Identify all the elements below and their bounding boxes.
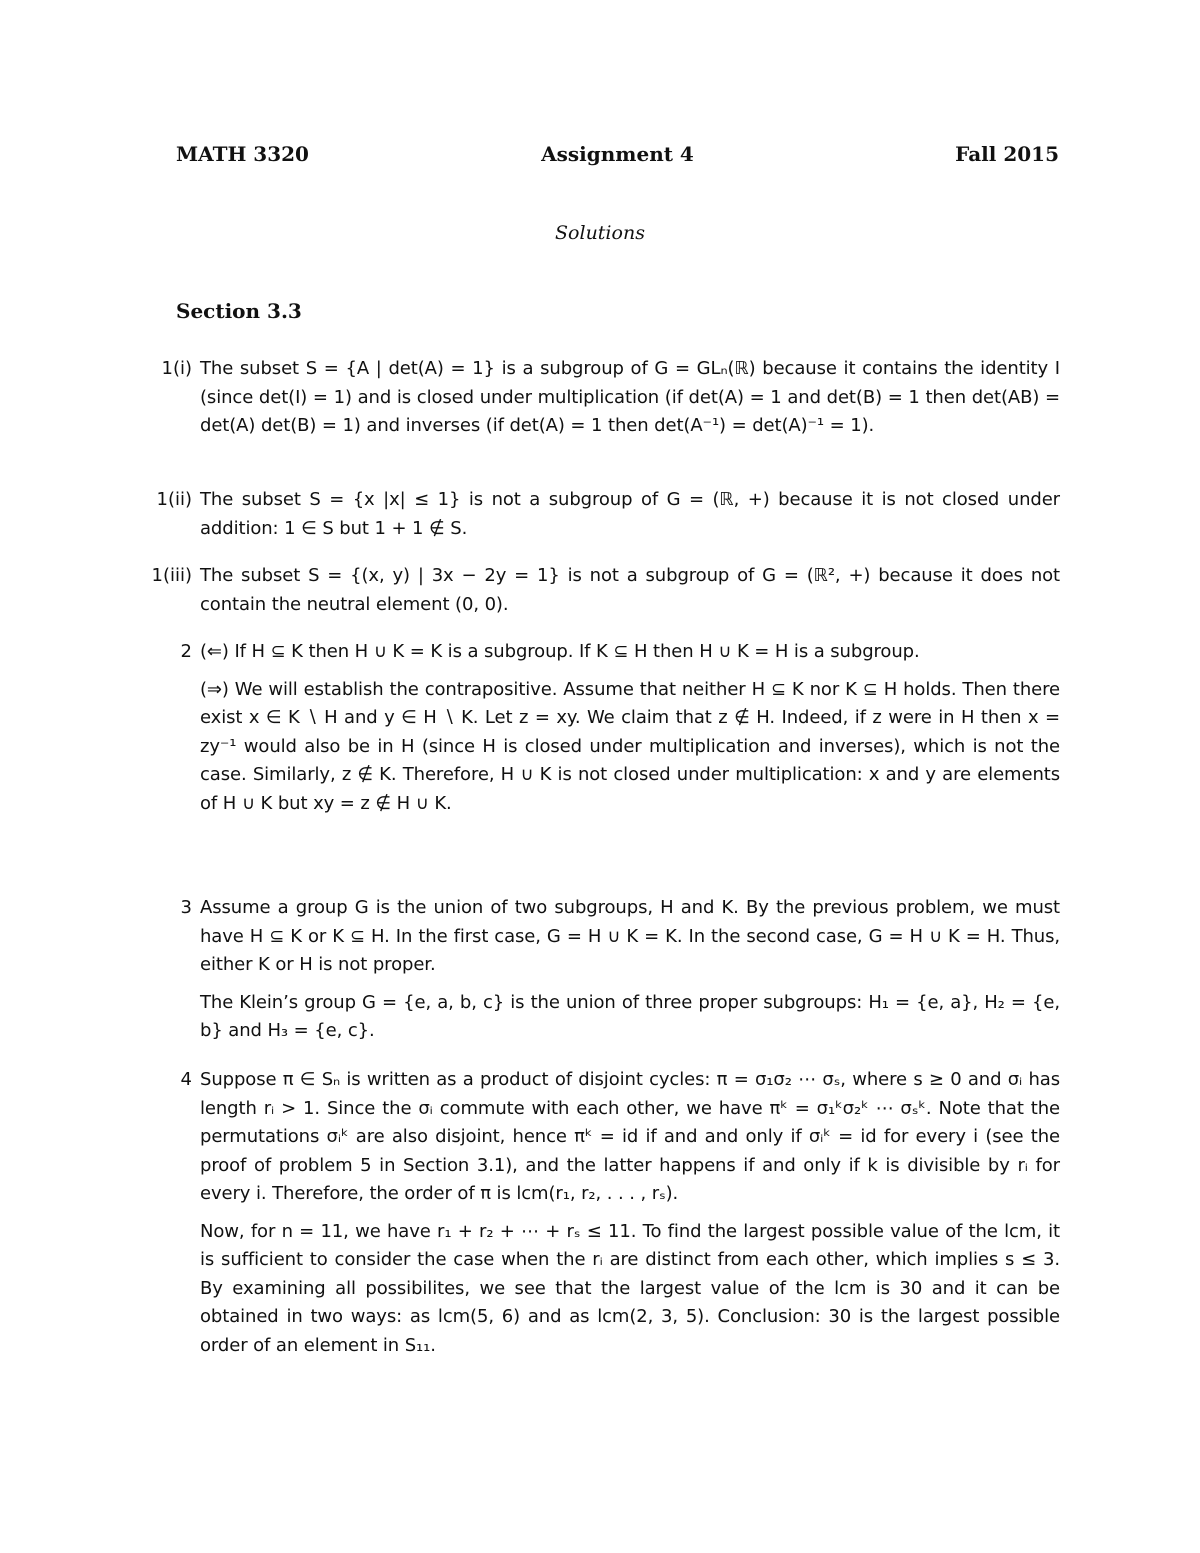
- problem-number: 3: [180, 897, 192, 918]
- problem-body: [200, 638, 1060, 818]
- problem-paragraph: The Klein’s group G = {e, a, b, c} is the union of three proper subgroups: H₁ = {e, a}, H₂ = {e, b} and H₃ = {e, c}.: [200, 991, 1060, 1041]
- problem-1ii: [100, 486, 1060, 543]
- problem-body: [200, 355, 1060, 441]
- problem-body: [200, 1066, 1060, 1360]
- page-header: [176, 142, 1059, 178]
- problem-paragraph: (⇒) We will establish the contrapositive. Assume that neither H ⊆ K nor K ⊆ H holds. Then there exist x ∈ K ∖ H and y ∈ H ∖ K. Let z = xy. We claim that z ∉ H. Indeed, if z were in H then x = zy⁻¹ would also be in H (since H is closed under multiplication and inverses), which is not the case. Similarly, z ∉ K. Therefore, H ∪ K is not closed under multiplication: x and y are elements of H ∪ K but xy = z ∉ H ∪ K.: [200, 678, 1060, 814]
- problem-body: [200, 486, 1060, 543]
- problem-number: 2: [180, 641, 192, 662]
- problem-3: [100, 894, 1060, 1046]
- problem-paragraph: The subset S = {A | det(A) = 1} is a subgroup of G = GLₙ(ℝ) because it contains the identity I (since det(I) = 1) and is closed under multiplication (if det(A) = 1 and det(B) = 1 then det(AB) = det(A) det(B) = 1) and inverses (if det(A) = 1 then det(A⁻¹) = det(A)⁻¹ = 1).: [200, 358, 1060, 436]
- problem-paragraph: The subset S = {x |x| ≤ 1} is not a subgroup of G = (ℝ, +) because it is not closed under addition: 1 ∈ S but 1 + 1 ∉ S.: [200, 489, 1060, 539]
- problem-number: 4: [180, 1069, 192, 1090]
- problem-number: 1(iii): [151, 565, 192, 586]
- problem-paragraph: Suppose π ∈ Sₙ is written as a product of disjoint cycles: π = σ₁σ₂ ⋯ σₛ, where s ≥ 0 and σᵢ has length rᵢ > 1. Since the σᵢ commute with each other, we have πᵏ = σ₁ᵏσ₂ᵏ ⋯ σₛᵏ. Note that the permutations σᵢᵏ are also disjoint, hence πᵏ = id if and and only if σᵢᵏ = id for every i (see the proof of problem 5 in Section 3.1), and the latter happens if and only if k is divisible by rᵢ for every i. Therefore, the order of π is lcm(r₁, r₂, . . . , rₛ).: [200, 1069, 1060, 1204]
- problem-paragraph: (⇐) If H ⊆ K then H ∪ K = K is a subgroup. If K ⊆ H then H ∪ K = H is a subgroup.: [200, 641, 920, 662]
- problem-body: [200, 894, 1060, 1046]
- term-label: Fall 2015: [955, 142, 1059, 166]
- problem-2: [100, 638, 1060, 818]
- course-code: MATH 3320: [176, 142, 309, 166]
- problem-paragraph: Now, for n = 11, we have r₁ + r₂ + ⋯ + rₛ ≤ 11. To find the largest possible value of the lcm, it is sufficient to consider the case when the rᵢ are distinct from each other, which implies s ≤ 3. By examining all possibilites, we see that the largest value of the lcm is 30 and it can be obtained in two ways: as lcm(5, 6) and as lcm(2, 3, 5). Conclusion: 30 is the largest possible order of an element in S₁₁.: [200, 1220, 1060, 1356]
- problem-body: [200, 562, 1060, 619]
- problem-4: [100, 1066, 1060, 1360]
- assignment-title: Assignment 4: [541, 142, 694, 166]
- section-heading: Section 3.3: [176, 299, 302, 323]
- problem-number: 1(i): [161, 358, 192, 379]
- problem-number: 1(ii): [156, 489, 192, 510]
- problem-1i: [100, 355, 1060, 441]
- document-subtitle: Solutions: [555, 222, 645, 244]
- problem-1iii: [100, 562, 1060, 619]
- problem-paragraph: The subset S = {(x, y) | 3x − 2y = 1} is not a subgroup of G = (ℝ², +) because it does not contain the neutral element (0, 0).: [200, 565, 1060, 615]
- problem-paragraph: Assume a group G is the union of two subgroups, H and K. By the previous problem, we must have H ⊆ K or K ⊆ H. In the first case, G = H ∪ K = K. In the second case, G = H ∪ K = H. Thus, either K or H is not proper.: [200, 897, 1060, 975]
